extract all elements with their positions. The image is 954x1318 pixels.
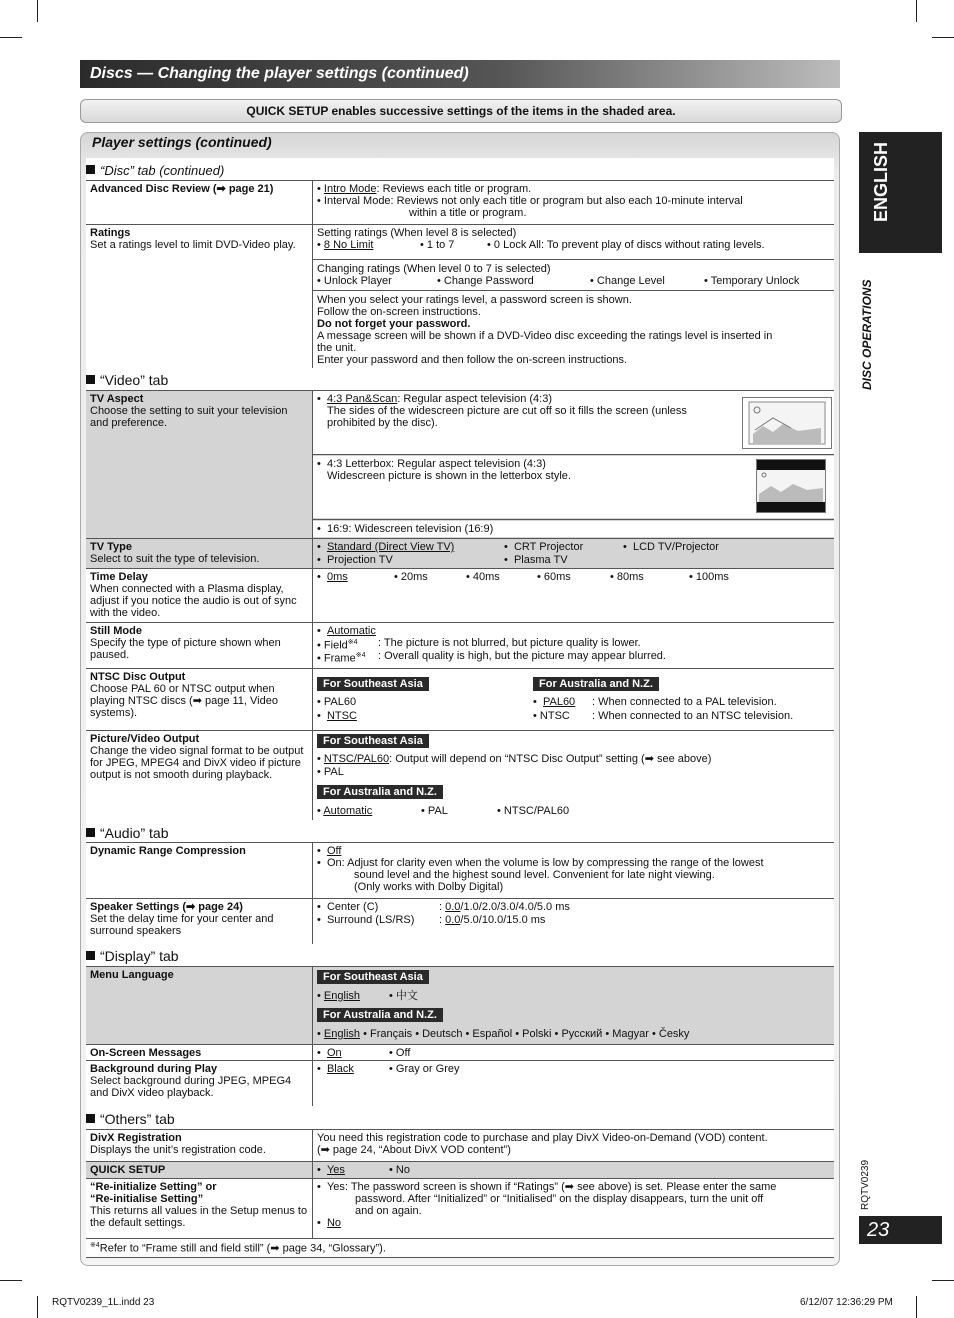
option: Plasma TV: [513, 554, 568, 566]
option: • PAL: [421, 805, 448, 817]
default-option: NTSC: [326, 710, 357, 722]
crop-mark: [916, 0, 917, 22]
page-number: 23: [859, 1216, 942, 1244]
divider: [313, 454, 834, 455]
note-line: (➡ page 24, “About DivX VOD content”): [317, 1144, 511, 1156]
bullet-square-icon: [86, 951, 95, 960]
setting-options-cell: [313, 1130, 834, 1161]
setting-name: TV Type: [90, 541, 132, 553]
option: Projection TV: [326, 554, 393, 566]
default-option: PAL60: [542, 696, 576, 708]
text: •: [317, 183, 324, 195]
option: CRT Projector: [513, 541, 584, 553]
setting-options-cell: [313, 669, 834, 730]
others-tab-heading: [86, 1111, 175, 1127]
table-row: [86, 538, 834, 568]
option: • 80ms: [610, 571, 644, 583]
section-title: “Display” tab: [100, 948, 179, 964]
setting-name-cell: [86, 225, 313, 368]
option-line: [317, 275, 830, 287]
table-row: [86, 224, 834, 368]
option-line: • Standard (Direct View TV) • CRT Projector • LCD TV/Projector: [317, 541, 719, 553]
option: • 100ms: [689, 571, 729, 583]
option: • Gray or Grey: [389, 1063, 460, 1075]
setting-desc: Select to suit the type of television.: [90, 553, 260, 565]
default-option: 0.0: [445, 901, 461, 913]
default-option: Off: [326, 845, 342, 857]
crop-mark: [0, 1280, 22, 1281]
option-line: • English • Français • Deutsch • Español • Polski • Русский • Magyar • Česky: [317, 1028, 690, 1040]
panel-title: Player settings (continued): [92, 134, 272, 150]
option-line: • Projection TV • Plasma TV: [317, 554, 568, 566]
table-row: [86, 1178, 834, 1238]
setting-name: Menu Language: [90, 969, 174, 981]
option-desc: : The picture is not blurred, but picture quality is lower.: [378, 637, 641, 649]
footer-file: RQTV0239_1L.indd 23: [52, 1297, 155, 1308]
option-line: • 8 No Limit • 1 to 7 • 0 Lock All: To prevent play of discs without rating levels.: [317, 239, 765, 251]
page-header: Discs — Changing the player settings (continued): [80, 60, 840, 88]
table-row: [86, 898, 834, 944]
setting-name-cell: [86, 1130, 313, 1161]
note-line: Do not forget your password.: [317, 318, 471, 330]
table-row: [86, 390, 834, 538]
option: • 20ms: [394, 571, 428, 583]
setting-name: Background during Play: [90, 1063, 218, 1075]
option-desc: : When connected to a PAL television.: [592, 696, 777, 708]
setting-name-cell: [86, 669, 313, 730]
option-line: [533, 710, 833, 722]
option: • Frame: [317, 652, 356, 665]
table-row: [86, 1044, 834, 1060]
table-row: [86, 668, 834, 730]
option-desc: : Output will depend on “NTSC Disc Output” setting (➡ see above): [389, 753, 712, 765]
option: • 0 Lock All: To prevent play of discs without rating levels.: [487, 239, 765, 251]
option-line: • Center (C) : 0.0/1.0/2.0/3.0/4.0/5.0 ms: [317, 901, 570, 913]
setting-name: Ratings: [90, 227, 131, 239]
default-option: 4:3 Pan&Scan: [326, 393, 398, 405]
option-line: • English • 中文: [317, 990, 418, 1002]
crop-mark: [0, 37, 22, 38]
option-line: • 0ms • 20ms • 40ms • 60ms • 80ms • 100ms: [317, 571, 729, 583]
option-line: • PAL60 : When connected to a PAL television.: [533, 696, 777, 708]
footnote-row: [86, 1238, 834, 1258]
quick-setup-banner: QUICK SETUP enables successive settings of the items in the shaded area.: [80, 99, 842, 123]
option: Yes: The password screen is shown if “Ratings” (➡ see above) is set. Please enter the same: [326, 1181, 777, 1193]
option-line: password. After “Initialized” or “Initialised” on the display disappears, turn the unit off: [355, 1193, 764, 1205]
setting-name: DivX Registration: [90, 1132, 182, 1144]
option-desc: : When connected to an NTSC television.: [592, 710, 794, 722]
table-row: [86, 1060, 834, 1106]
footnote-mark: ※4: [347, 639, 358, 646]
default-option: Yes: [326, 1164, 345, 1176]
setting-name: Picture/Video Output: [90, 733, 200, 745]
option: • 60ms: [537, 571, 571, 583]
option-line: [317, 637, 830, 650]
option-line: • Interval Mode: Reviews not only each title or program but also each 10-minute interval: [317, 195, 743, 207]
option-line: Changing ratings (When level 0 to 7 is selected): [317, 263, 551, 275]
option-line: • 4:3 Pan&Scan: Regular aspect television (4:3): [317, 393, 552, 405]
option: • 40ms: [466, 571, 500, 583]
default-option: English: [323, 990, 360, 1002]
region-tag-anz: For Australia and N.Z.: [317, 1008, 443, 1022]
setting-name: Advanced Disc Review (➡ page 21): [90, 183, 274, 195]
setting-options-cell: [313, 569, 834, 622]
crop-mark: [37, 0, 38, 22]
option-line: • On: Adjust for clarity even when the volume is low by compressing the range of the lowest: [317, 857, 764, 869]
option-line: The sides of the widescreen picture are cut off so it fills the screen (unless: [327, 405, 687, 417]
crop-mark: [37, 1296, 38, 1318]
default-option: 8 No Limit: [323, 239, 374, 251]
option-line: prohibited by the disc).: [327, 417, 438, 429]
setting-desc: Set a ratings level to limit DVD-Video play.: [90, 239, 296, 251]
tv-picture-icon: [757, 460, 825, 512]
crop-mark: [916, 1296, 917, 1318]
note-line: Follow the on-screen instructions.: [317, 306, 481, 318]
option-line: • Black • Gray or Grey: [317, 1063, 460, 1075]
setting-options-cell: [313, 1179, 834, 1238]
option: • NTSC/PAL60: [497, 805, 570, 817]
doc-code: RQTV0239: [860, 1159, 871, 1210]
language-label: ENGLISH: [871, 141, 891, 222]
option: Center (C): [326, 901, 379, 913]
default-option: On: [326, 1047, 342, 1059]
bullet-square-icon: [86, 375, 95, 384]
option: 16:9: Widescreen television (16:9): [326, 523, 494, 535]
option-line: (Only works with Dolby Digital): [354, 881, 504, 893]
setting-name-cell: [86, 1061, 313, 1106]
footer-timestamp: 6/12/07 12:36:29 PM: [800, 1297, 893, 1308]
option-line: Widescreen picture is shown in the letterbox style.: [327, 470, 571, 482]
option: • Change Level: [590, 275, 665, 287]
setting-name: “Re-initialize Setting” or: [90, 1181, 217, 1193]
default-option: English: [323, 1028, 360, 1040]
option: • Field: [317, 639, 348, 652]
setting-options-cell: [313, 623, 834, 668]
option-line: • 4:3 Letterbox: Regular aspect television (4:3): [317, 458, 546, 470]
table-row: [86, 180, 834, 224]
setting-name-cell: [86, 181, 313, 224]
divider: [313, 519, 834, 520]
option-line: • Off: [317, 845, 342, 857]
setting-options-cell: [313, 1045, 834, 1060]
setting-desc: Choose PAL 60 or NTSC output when playing NTSC discs (➡ page 11, Video systems).: [90, 683, 278, 719]
option: • Unlock Player: [317, 275, 392, 287]
option-line: • No: [317, 1217, 342, 1229]
setting-name: NTSC Disc Output: [90, 671, 186, 683]
setting-desc: Select background during JPEG, MPEG4 and DivX video playback.: [90, 1075, 292, 1099]
note-line: the unit.: [317, 342, 357, 354]
note-line: Enter your password and then follow the on-screen instructions.: [317, 354, 627, 366]
option-line: • 16:9: Widescreen television (16:9): [317, 523, 494, 535]
text: : Reviews each title or program.: [376, 183, 532, 195]
setting-options-cell: [313, 843, 834, 898]
option-line: • Yes: The password screen is shown if “Ratings” (➡ see above) is set. Please enter the same: [317, 1181, 777, 1193]
divider: [313, 259, 834, 260]
setting-name-cell: [86, 539, 313, 568]
section-label: DISC OPERATIONS: [860, 279, 874, 390]
setting-name-cell: [86, 1179, 313, 1238]
setting-desc: Change the video signal format to be output for JPEG, MPEG4 and DivX video if picture output is not smooth during playback.: [90, 745, 304, 781]
crop-mark: [932, 1280, 954, 1281]
note-line: You need this registration code to purchase and play DivX Video-on-Demand (VOD) content.: [317, 1132, 768, 1144]
setting-name-cell: [86, 731, 313, 820]
bullet-square-icon: [86, 165, 95, 174]
table-row: [86, 568, 834, 622]
option: • 1 to 7: [420, 239, 455, 251]
default-option: Standard (Direct View TV): [326, 541, 455, 553]
table-row: [86, 842, 834, 898]
default-option: 0ms: [326, 571, 348, 583]
option: • Change Password: [437, 275, 534, 287]
setting-desc: Set the delay time for your center and surround speakers: [90, 913, 274, 937]
setting-name-cell: [86, 391, 313, 538]
region-tag-anz: For Australia and N.Z.: [317, 785, 443, 799]
section-title: “Audio” tab: [100, 825, 169, 841]
option-line: [317, 650, 830, 663]
default-option: No: [326, 1217, 342, 1229]
footnote-mark: ※4: [90, 1242, 100, 1249]
disc-tab-heading: [86, 163, 224, 178]
bullet-square-icon: [86, 1114, 95, 1123]
default-option: Automatic: [323, 805, 373, 817]
display-tab-heading: [86, 948, 179, 964]
video-tab-heading: [86, 372, 168, 388]
setting-desc: Choose the setting to suit your television and preference.: [90, 405, 288, 429]
option-line: Setting ratings (When level 8 is selected): [317, 227, 517, 239]
default-option: Automatic: [326, 625, 376, 637]
setting-options-cell: [313, 731, 834, 820]
setting-name-cell: [86, 1162, 313, 1178]
option-line: and on again.: [355, 1205, 422, 1217]
option-line: • Yes • No: [317, 1164, 410, 1176]
setting-options-cell: [313, 1162, 834, 1178]
table-row: [86, 730, 834, 820]
option-line: • On • Off: [317, 1047, 411, 1059]
footnote-text: Refer to “Frame still and field still” (➡ page 34, “Glossary”).: [99, 1242, 386, 1255]
setting-name-cell: [86, 623, 313, 668]
option-values: /1.0/2.0/3.0/4.0/5.0 ms: [460, 901, 570, 913]
letterbox-illustration: [756, 459, 826, 513]
default-option: Black: [326, 1063, 354, 1075]
audio-tab-heading: [86, 825, 168, 841]
setting-name-cell: [86, 569, 313, 622]
option: On: Adjust for clarity even when the volume is low by compressing the range of the lowest: [326, 857, 764, 869]
setting-options-cell: [313, 521, 834, 537]
language-tab-label: [859, 132, 942, 253]
setting-name: “Re-initialise Setting”: [90, 1193, 204, 1205]
setting-options-cell: [313, 261, 834, 289]
setting-name: QUICK SETUP: [90, 1164, 166, 1176]
option-line: • Automatic: [317, 625, 376, 637]
option: • Temporary Unlock: [704, 275, 800, 287]
option: • No: [389, 1164, 410, 1176]
crop-mark: [932, 37, 954, 38]
section-title: “Video” tab: [100, 372, 169, 388]
section-title: “Others” tab: [100, 1111, 175, 1127]
default-option: NTSC/PAL60: [323, 753, 390, 765]
setting-options-cell: [313, 539, 834, 568]
option: 4:3 Letterbox: Regular aspect television (4:3): [326, 458, 546, 470]
setting-options-cell: [313, 1061, 834, 1106]
section-title: “Disc” tab (continued): [100, 163, 225, 178]
option-line: • NTSC/PAL60: Output will depend on “NTSC Disc Output” setting (➡ see above): [317, 753, 712, 765]
option-line: within a title or program.: [409, 207, 527, 219]
setting-name-cell: [86, 1045, 313, 1060]
option-line: [317, 183, 830, 195]
setting-name: On-Screen Messages: [90, 1047, 202, 1059]
option: • NTSC: [533, 710, 570, 722]
option-line: • Surround (LS/RS) : 0.0/5.0/10.0/15.0 ms: [317, 914, 546, 926]
setting-desc: Displays the unit’s registration code.: [90, 1144, 266, 1156]
pan-scan-illustration: [742, 397, 832, 449]
setting-name: Dynamic Range Compression: [90, 845, 246, 857]
setting-name: Still Mode: [90, 625, 142, 637]
setting-desc: When connected with a Plasma display, adjust if you notice the audio is out of sync with the video.: [90, 583, 297, 619]
setting-options-cell: [313, 181, 834, 224]
footnote-mark: ※4: [355, 652, 366, 659]
option-values: /5.0/10.0/15.0 ms: [460, 914, 546, 926]
option-line: • Automatic • PAL • NTSC/PAL60: [317, 805, 570, 817]
tv-picture-icon: [743, 398, 831, 448]
note-line: When you select your ratings level, a password screen is shown.: [317, 294, 632, 306]
setting-name: Time Delay: [90, 571, 148, 583]
region-tag-sea: For Southeast Asia: [317, 970, 429, 984]
default-option: 0.0: [445, 914, 461, 926]
option-line: sound level and the highest sound level. Convenient for late night viewing.: [354, 869, 715, 881]
setting-desc: Specify the type of picture shown when paused.: [90, 637, 281, 661]
option: • 中文: [389, 990, 418, 1002]
option: LCD TV/Projector: [632, 541, 719, 553]
note-line: A message screen will be shown if a DVD-Video disc exceeding the ratings level is inserted in: [317, 330, 773, 342]
table-row: [86, 1129, 834, 1161]
divider: [313, 290, 834, 291]
setting-options-cell: [313, 899, 834, 944]
setting-notes-cell: [313, 292, 834, 368]
option: • PAL60: [317, 696, 357, 708]
setting-name: TV Aspect: [90, 393, 144, 405]
footnote: [90, 1241, 386, 1255]
option: • PAL: [317, 766, 344, 778]
option-line: • NTSC: [317, 710, 357, 722]
table-row: [86, 622, 834, 668]
option-desc: : Overall quality is high, but the picture may appear blurred.: [378, 650, 666, 662]
default-option: Intro Mode: [323, 183, 377, 195]
option: • Off: [389, 1047, 411, 1059]
table-row: [86, 1161, 834, 1178]
setting-options-cell: [313, 967, 834, 1044]
setting-name-cell: [86, 843, 313, 898]
setting-desc: This returns all values in the Setup menus to the default settings.: [90, 1205, 308, 1229]
region-tag-sea: For Southeast Asia: [317, 677, 429, 691]
setting-name: Speaker Settings (➡ page 24): [90, 901, 243, 913]
region-tag-sea: For Southeast Asia: [317, 734, 429, 748]
text: : Regular aspect television (4:3): [397, 393, 552, 405]
setting-name-cell: [86, 899, 313, 944]
table-row: [86, 966, 834, 1044]
option-values: • Français • Deutsch • Español • Polski • Русский • Magyar • Česky: [363, 1028, 690, 1040]
region-tag-anz: For Australia and N.Z.: [533, 677, 659, 691]
option: Surround (LS/RS): [326, 914, 415, 926]
bullet-square-icon: [86, 828, 95, 837]
setting-name-cell: [86, 967, 313, 1044]
